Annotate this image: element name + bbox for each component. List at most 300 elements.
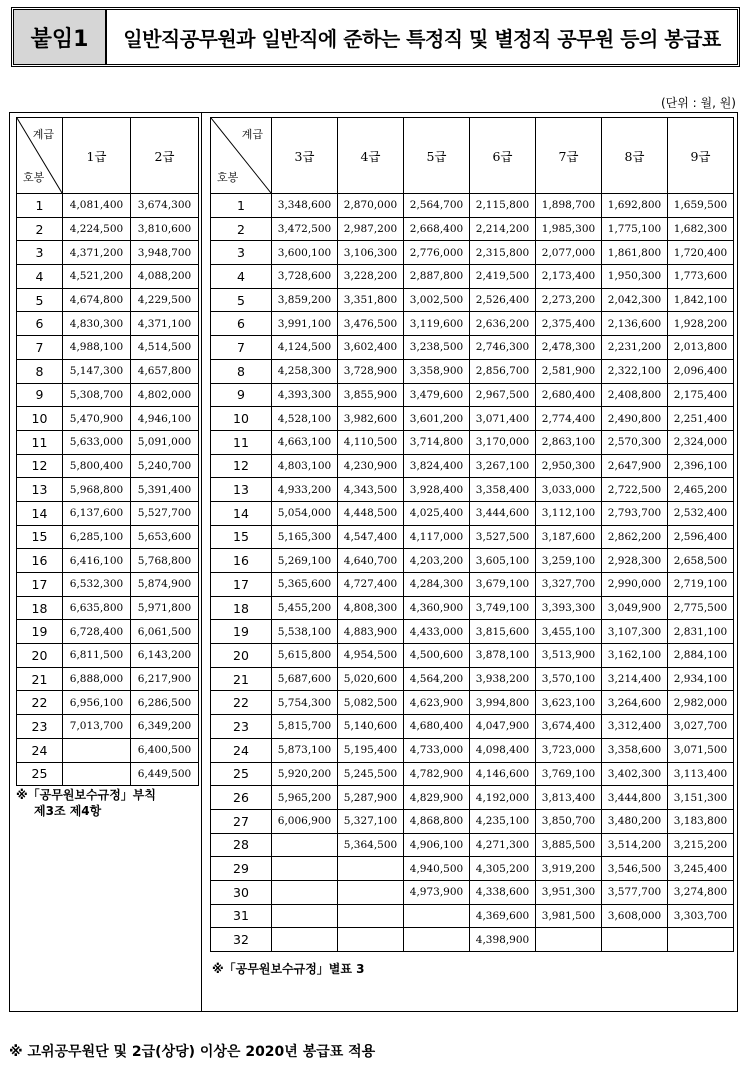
salary-cell: 5,768,800: [131, 549, 199, 573]
corner-step-label: 호봉: [217, 171, 239, 184]
salary-cell: 2,136,600: [602, 312, 668, 336]
table-row: [17, 383, 199, 407]
step-number-cell: 25: [17, 762, 63, 786]
salary-cell: 5,615,800: [272, 644, 338, 668]
salary-cell: 6,006,900: [272, 809, 338, 833]
salary-cell: 3,402,300: [602, 762, 668, 786]
salary-cell: 2,722,500: [602, 478, 668, 502]
step-number-cell: 4: [211, 265, 272, 289]
table-row: [211, 217, 734, 241]
salary-cell: 5,538,100: [272, 620, 338, 644]
salary-cell: 3,513,900: [536, 644, 602, 668]
table-row: [17, 478, 199, 502]
salary-cell: 5,968,800: [63, 478, 131, 502]
salary-cell: 5,020,600: [338, 667, 404, 691]
table-row: [211, 383, 734, 407]
salary-cell: 5,054,000: [272, 501, 338, 525]
salary-cell: 5,365,600: [272, 573, 338, 597]
salary-cell: 3,623,100: [536, 691, 602, 715]
salary-cell: 2,096,400: [668, 359, 734, 383]
salary-cell: 3,274,800: [668, 880, 734, 904]
salary-cell: 2,322,100: [602, 359, 668, 383]
step-number-cell: 15: [211, 525, 272, 549]
salary-cell: 3,027,700: [668, 715, 734, 739]
salary-cell: 3,982,600: [338, 407, 404, 431]
salary-cell: 4,946,100: [131, 407, 199, 431]
salary-cell: 6,635,800: [63, 596, 131, 620]
table-row: [211, 620, 734, 644]
table-row: [17, 620, 199, 644]
salary-cell: 4,808,300: [338, 596, 404, 620]
table-row: [17, 691, 199, 715]
table-row: [17, 525, 199, 549]
salary-cell: 2,680,400: [536, 383, 602, 407]
salary-cell: 5,653,600: [131, 525, 199, 549]
table-row: [17, 241, 199, 265]
step-number-cell: 6: [17, 312, 63, 336]
salary-cell: 5,754,300: [272, 691, 338, 715]
salary-cell: 6,449,500: [131, 762, 199, 786]
salary-cell: 2,990,000: [602, 573, 668, 597]
table-row: [17, 644, 199, 668]
salary-cell: 2,884,100: [668, 644, 734, 668]
salary-cell: 2,856,700: [470, 359, 536, 383]
salary-cell: [272, 904, 338, 928]
salary-cell: 2,251,400: [668, 407, 734, 431]
salary-cell: 5,965,200: [272, 786, 338, 810]
step-number-cell: 16: [17, 549, 63, 573]
salary-cell: 3,810,600: [131, 217, 199, 241]
salary-cell: 4,371,100: [131, 312, 199, 336]
salary-cell: 3,071,500: [668, 738, 734, 762]
salary-cell: 3,769,100: [536, 762, 602, 786]
salary-cell: 4,564,200: [404, 667, 470, 691]
table-row: [211, 880, 734, 904]
table-row: [211, 525, 734, 549]
step-number-cell: 11: [211, 430, 272, 454]
step-number-cell: 4: [17, 265, 63, 289]
salary-cell: 2,581,900: [536, 359, 602, 383]
salary-cell: 3,351,800: [338, 288, 404, 312]
salary-cell: 3,170,000: [470, 430, 536, 454]
salary-cell: 5,327,100: [338, 809, 404, 833]
salary-cell: 1,898,700: [536, 194, 602, 218]
salary-cell: 3,348,600: [272, 194, 338, 218]
salary-cell: 1,861,800: [602, 241, 668, 265]
table-row: [17, 288, 199, 312]
grade-header-3급: 3급: [272, 118, 338, 194]
salary-cell: 2,115,800: [470, 194, 536, 218]
salary-cell: 3,928,400: [404, 478, 470, 502]
salary-cell: 3,723,000: [536, 738, 602, 762]
salary-cell: 3,033,000: [536, 478, 602, 502]
right-table-note: ※「공무원보수규정」별표 3: [212, 962, 365, 976]
step-number-cell: 1: [17, 194, 63, 218]
salary-cell: 5,287,900: [338, 786, 404, 810]
table-row: [211, 833, 734, 857]
step-number-cell: 24: [211, 738, 272, 762]
salary-cell: 2,570,300: [602, 430, 668, 454]
salary-cell: 4,906,100: [404, 833, 470, 857]
table-row: [17, 265, 199, 289]
table-row: [17, 217, 199, 241]
salary-cell: 4,514,500: [131, 336, 199, 360]
salary-cell: 3,602,400: [338, 336, 404, 360]
table-row: [17, 454, 199, 478]
salary-cell: [63, 738, 131, 762]
salary-cell: [338, 880, 404, 904]
table-row: [211, 549, 734, 573]
step-number-cell: 5: [211, 288, 272, 312]
salary-cell: 2,774,400: [536, 407, 602, 431]
table-row: [17, 501, 199, 525]
salary-cell: 2,077,000: [536, 241, 602, 265]
salary-cell: 2,982,000: [668, 691, 734, 715]
salary-cell: 1,842,100: [668, 288, 734, 312]
table-row: [211, 904, 734, 928]
step-number-cell: 32: [211, 928, 272, 952]
salary-cell: 4,663,100: [272, 430, 338, 454]
salary-cell: 5,082,500: [338, 691, 404, 715]
salary-cell: 3,674,400: [536, 715, 602, 739]
salary-cell: 2,967,500: [470, 383, 536, 407]
salary-cell: 2,564,700: [404, 194, 470, 218]
salary-cell: 3,113,400: [668, 762, 734, 786]
step-number-cell: 17: [17, 573, 63, 597]
table-row: [17, 407, 199, 431]
table-row: [211, 407, 734, 431]
salary-cell: 4,398,900: [470, 928, 536, 952]
table-row: [211, 359, 734, 383]
table-row: [211, 738, 734, 762]
salary-cell: 4,521,200: [63, 265, 131, 289]
salary-cell: 2,173,400: [536, 265, 602, 289]
table-row: [17, 596, 199, 620]
table-row: [211, 430, 734, 454]
salary-cell: 2,719,100: [668, 573, 734, 597]
salary-cell: 4,393,300: [272, 383, 338, 407]
step-number-cell: 8: [17, 359, 63, 383]
step-number-cell: 20: [211, 644, 272, 668]
table-row: [17, 312, 199, 336]
table-row: [17, 336, 199, 360]
salary-cell: 3,859,200: [272, 288, 338, 312]
step-number-cell: 19: [17, 620, 63, 644]
salary-cell: 2,863,100: [536, 430, 602, 454]
grade-header-5급: 5급: [404, 118, 470, 194]
attachment-tag: 붙임1: [14, 10, 107, 64]
salary-cell: 6,416,100: [63, 549, 131, 573]
salary-cell: 1,720,400: [668, 241, 734, 265]
salary-cell: 2,214,200: [470, 217, 536, 241]
salary-cell: 3,245,400: [668, 857, 734, 881]
salary-cell: 2,658,500: [668, 549, 734, 573]
table-row: [211, 288, 734, 312]
salary-cell: 3,749,100: [470, 596, 536, 620]
salary-cell: 4,203,200: [404, 549, 470, 573]
salary-cell: 2,231,200: [602, 336, 668, 360]
step-number-cell: 18: [211, 596, 272, 620]
salary-cell: [272, 833, 338, 857]
table-row: [211, 715, 734, 739]
salary-cell: 5,874,900: [131, 573, 199, 597]
salary-cell: 4,500,600: [404, 644, 470, 668]
table-row: [211, 241, 734, 265]
salary-cell: 4,973,900: [404, 880, 470, 904]
salary-cell: 5,527,700: [131, 501, 199, 525]
salary-cell: 5,920,200: [272, 762, 338, 786]
salary-cell: 4,802,000: [131, 383, 199, 407]
salary-cell: [338, 857, 404, 881]
salary-cell: 3,303,700: [668, 904, 734, 928]
salary-cell: 3,107,300: [602, 620, 668, 644]
corner-header-cell: [211, 118, 272, 194]
salary-cell: 3,214,400: [602, 667, 668, 691]
step-number-cell: 2: [211, 217, 272, 241]
step-number-cell: 3: [17, 241, 63, 265]
step-number-cell: 10: [17, 407, 63, 431]
salary-cell: [404, 904, 470, 928]
corner-grade-label: 계급: [32, 128, 54, 141]
salary-cell: 4,528,100: [272, 407, 338, 431]
salary-cell: 3,162,100: [602, 644, 668, 668]
salary-cell: 2,490,800: [602, 407, 668, 431]
salary-cell: [272, 928, 338, 952]
salary-cell: [668, 928, 734, 952]
table-row: [17, 738, 199, 762]
salary-cell: 5,391,400: [131, 478, 199, 502]
salary-cell: 2,273,200: [536, 288, 602, 312]
salary-cell: [404, 928, 470, 952]
step-number-cell: 13: [17, 478, 63, 502]
salary-cell: 4,081,400: [63, 194, 131, 218]
salary-cell: 3,476,500: [338, 312, 404, 336]
salary-cell: 3,878,100: [470, 644, 536, 668]
step-number-cell: 18: [17, 596, 63, 620]
table-row: [211, 857, 734, 881]
salary-cell: [272, 857, 338, 881]
step-number-cell: 14: [211, 501, 272, 525]
salary-cell: [338, 928, 404, 952]
salary-cell: 4,448,500: [338, 501, 404, 525]
salary-cell: 3,002,500: [404, 288, 470, 312]
salary-cell: 4,110,500: [338, 430, 404, 454]
unit-label: (단위 : 월, 원): [660, 96, 736, 110]
salary-cell: 3,327,700: [536, 573, 602, 597]
table-row: [17, 359, 199, 383]
salary-cell: 3,600,100: [272, 241, 338, 265]
salary-cell: 5,195,400: [338, 738, 404, 762]
document-title: 일반직공무원과 일반직에 준하는 특정직 및 별정직 공무원 등의 봉급표: [123, 26, 721, 51]
salary-cell: 3,824,400: [404, 454, 470, 478]
step-number-cell: 8: [211, 359, 272, 383]
salary-cell: 3,919,200: [536, 857, 602, 881]
step-number-cell: 16: [211, 549, 272, 573]
salary-cell: 4,258,300: [272, 359, 338, 383]
table-row: [211, 478, 734, 502]
salary-cell: 4,192,000: [470, 786, 536, 810]
salary-cell: 4,782,900: [404, 762, 470, 786]
salary-cell: 5,800,400: [63, 454, 131, 478]
footer-note: ※ 고위공무원단 및 2급(상당) 이상은 2020년 봉급표 적용: [9, 1044, 376, 1060]
salary-cell: 4,547,400: [338, 525, 404, 549]
salary-cell: 4,883,900: [338, 620, 404, 644]
salary-cell: 3,948,700: [131, 241, 199, 265]
salary-cell: 5,091,000: [131, 430, 199, 454]
salary-cell: 3,605,100: [470, 549, 536, 573]
table-row: [211, 762, 734, 786]
salary-cell: 3,187,600: [536, 525, 602, 549]
step-number-cell: 28: [211, 833, 272, 857]
salary-cell: 5,971,800: [131, 596, 199, 620]
salary-cell: 4,640,700: [338, 549, 404, 573]
table-row: [211, 928, 734, 952]
grade-header-2급: 2급: [131, 118, 199, 194]
salary-cell: 2,862,200: [602, 525, 668, 549]
salary-cell: 1,692,800: [602, 194, 668, 218]
salary-cell: 6,956,100: [63, 691, 131, 715]
step-number-cell: 12: [211, 454, 272, 478]
salary-cell: 3,714,800: [404, 430, 470, 454]
step-number-cell: 20: [17, 644, 63, 668]
salary-cell: 4,680,400: [404, 715, 470, 739]
salary-cell: 4,954,500: [338, 644, 404, 668]
salary-cell: 4,674,800: [63, 288, 131, 312]
left-table-note: [16, 787, 156, 819]
salary-cell: 5,364,500: [338, 833, 404, 857]
salary-cell: 2,950,300: [536, 454, 602, 478]
salary-cell: 6,286,500: [131, 691, 199, 715]
salary-cell: 3,514,200: [602, 833, 668, 857]
table-row: [17, 667, 199, 691]
salary-cell: 3,527,500: [470, 525, 536, 549]
grade-header-6급: 6급: [470, 118, 536, 194]
salary-cell: 5,815,700: [272, 715, 338, 739]
tables-divider: [201, 112, 202, 1012]
table-row: [211, 194, 734, 218]
salary-cell: 4,657,800: [131, 359, 199, 383]
step-number-cell: 30: [211, 880, 272, 904]
table-row: [211, 454, 734, 478]
salary-cell: 3,119,600: [404, 312, 470, 336]
salary-cell: 3,455,100: [536, 620, 602, 644]
salary-cell: 5,140,600: [338, 715, 404, 739]
salary-cell: 3,264,600: [602, 691, 668, 715]
salary-cell: 6,217,900: [131, 667, 199, 691]
salary-cell: 5,245,500: [338, 762, 404, 786]
salary-cell: 4,933,200: [272, 478, 338, 502]
salary-cell: 2,776,000: [404, 241, 470, 265]
step-number-cell: 7: [211, 336, 272, 360]
salary-cell: 4,803,100: [272, 454, 338, 478]
salary-cell: 4,124,500: [272, 336, 338, 360]
salary-cell: 3,991,100: [272, 312, 338, 336]
table-row: [17, 194, 199, 218]
step-number-cell: 6: [211, 312, 272, 336]
salary-cell: 2,831,100: [668, 620, 734, 644]
salary-cell: 1,950,300: [602, 265, 668, 289]
step-number-cell: 5: [17, 288, 63, 312]
salary-cell: 4,271,300: [470, 833, 536, 857]
salary-cell: 2,408,800: [602, 383, 668, 407]
salary-cell: 6,349,200: [131, 715, 199, 739]
salary-cell: 3,444,800: [602, 786, 668, 810]
grade-header-7급: 7급: [536, 118, 602, 194]
salary-cell: 4,146,600: [470, 762, 536, 786]
salary-cell: 4,433,000: [404, 620, 470, 644]
salary-cell: 3,259,100: [536, 549, 602, 573]
salary-cell: 4,830,300: [63, 312, 131, 336]
grade-header-9급: 9급: [668, 118, 734, 194]
step-number-cell: 25: [211, 762, 272, 786]
salary-cell: 4,371,200: [63, 241, 131, 265]
salary-cell: 3,608,000: [602, 904, 668, 928]
corner-grade-label: 계급: [241, 128, 263, 141]
salary-cell: 3,674,300: [131, 194, 199, 218]
salary-cell: 3,728,600: [272, 265, 338, 289]
salary-cell: 1,682,300: [668, 217, 734, 241]
salary-cell: 4,235,100: [470, 809, 536, 833]
salary-cell: 6,888,000: [63, 667, 131, 691]
table-row: [211, 265, 734, 289]
step-number-cell: 3: [211, 241, 272, 265]
salary-cell: 2,042,300: [602, 288, 668, 312]
salary-cell: 3,850,700: [536, 809, 602, 833]
step-number-cell: 9: [17, 383, 63, 407]
salary-cell: 3,546,500: [602, 857, 668, 881]
table-row: [211, 667, 734, 691]
salary-cell: 2,647,900: [602, 454, 668, 478]
salary-cell: 4,369,600: [470, 904, 536, 928]
salary-cell: 2,175,400: [668, 383, 734, 407]
step-number-cell: 7: [17, 336, 63, 360]
salary-cell: 1,659,500: [668, 194, 734, 218]
salary-cell: 3,815,600: [470, 620, 536, 644]
salary-cell: 6,137,600: [63, 501, 131, 525]
salary-cell: 4,117,000: [404, 525, 470, 549]
salary-cell: 4,305,200: [470, 857, 536, 881]
salary-cell: 3,885,500: [536, 833, 602, 857]
salary-cell: 2,987,200: [338, 217, 404, 241]
salary-cell: 2,934,100: [668, 667, 734, 691]
salary-cell: 6,728,400: [63, 620, 131, 644]
left-note-line-2: 제3조 제4항: [34, 804, 102, 818]
grade-header-4급: 4급: [338, 118, 404, 194]
step-number-cell: 9: [211, 383, 272, 407]
salary-cell: 1,773,600: [668, 265, 734, 289]
step-number-cell: 23: [211, 715, 272, 739]
salary-cell: 6,811,500: [63, 644, 131, 668]
salary-cell: [338, 904, 404, 928]
salary-cell: 4,338,600: [470, 880, 536, 904]
step-number-cell: 2: [17, 217, 63, 241]
table-row: [211, 644, 734, 668]
salary-cell: 3,577,700: [602, 880, 668, 904]
salary-cell: 4,360,900: [404, 596, 470, 620]
step-number-cell: 22: [17, 691, 63, 715]
salary-cell: 3,358,600: [602, 738, 668, 762]
salary-cell: 3,267,100: [470, 454, 536, 478]
table-row: [17, 549, 199, 573]
salary-cell: 4,025,400: [404, 501, 470, 525]
left-note-line-1: ※「공무원보수규정」부칙: [16, 788, 156, 802]
salary-cell: 3,472,500: [272, 217, 338, 241]
salary-cell: 2,396,100: [668, 454, 734, 478]
step-number-cell: 19: [211, 620, 272, 644]
step-number-cell: 31: [211, 904, 272, 928]
salary-cell: 5,240,700: [131, 454, 199, 478]
grade-header-8급: 8급: [602, 118, 668, 194]
